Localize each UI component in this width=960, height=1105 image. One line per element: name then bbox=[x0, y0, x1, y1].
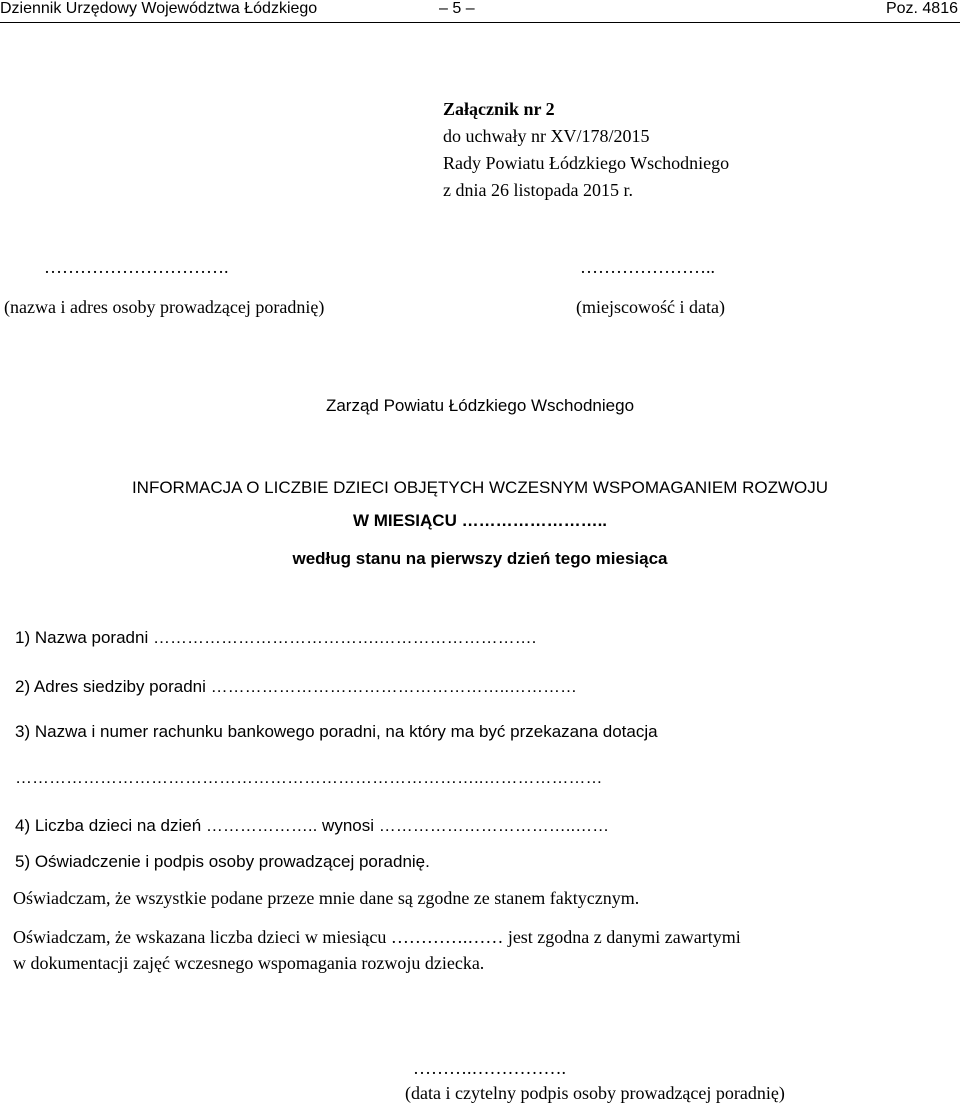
annex-council: Rady Powiatu Łódzkiego Wschodniego bbox=[443, 153, 730, 173]
state-as-of: według stanu na pierwszy dzień tego miesiąca bbox=[292, 549, 668, 568]
statement-children-count-line2: w dokumentacji zajęć wczesnego wspomagania rozwoju dziecka. bbox=[13, 953, 485, 973]
applicant-caption: (nazwa i adres osoby prowadzącej poradnię) bbox=[4, 297, 325, 317]
page-header bbox=[0, 0, 960, 23]
place-date-caption: (miejscowość i data) bbox=[576, 297, 725, 317]
position-number: Poz. 4816 bbox=[885, 0, 958, 17]
bank-account-dots: ………………………………………………………………………..………………… bbox=[15, 768, 603, 787]
annex-title: Załącznik nr 2 bbox=[443, 99, 555, 119]
annex-block bbox=[443, 96, 729, 204]
annex-date: z dnia 26 listopada 2015 r. bbox=[443, 180, 633, 200]
signature-dots: ……….……………. bbox=[413, 1058, 566, 1078]
statement-data-accuracy: Oświadczam, że wszystkie podane przeze mnie dane są zgodne ze stanem faktycznym. bbox=[13, 888, 640, 908]
item-declaration: 5) Oświadczenie i podpis osoby prowadzącej poradnię. bbox=[15, 852, 430, 871]
place-date-dots: ………………….. bbox=[580, 257, 715, 277]
item-clinic-address: 2) Adres siedziby poradni ……………………………………………..………… bbox=[15, 677, 578, 696]
page-number: – 5 – bbox=[439, 0, 475, 17]
annex-resolution: do uchwały nr XV/178/2015 bbox=[443, 126, 650, 146]
month-line: W MIESIĄCU …………………….. bbox=[352, 511, 608, 530]
item-bank-account: 3) Nazwa i numer rachunku bankowego poradni, na który ma być przekazana dotacja bbox=[15, 722, 658, 741]
item-children-count: 4) Liczba dzieci na dzień ……………….. wynosi ……………………………..…… bbox=[15, 816, 610, 835]
document-title: INFORMACJA O LICZBIE DZIECI OBJĘTYCH WCZESNYM WSPOMAGANIEM ROZWOJU bbox=[131, 478, 829, 497]
applicant-dots: …………………………. bbox=[44, 257, 229, 277]
signature-caption: (data i czytelny podpis osoby prowadzącej poradnię) bbox=[405, 1083, 785, 1103]
statement-children-count-line1: Oświadczam, że wskazana liczba dzieci w miesiącu ………….…… jest zgodna z danymi zawartymi bbox=[13, 927, 741, 947]
journal-name: Dziennik Urzędowy Województwa Łódzkiego bbox=[0, 0, 318, 17]
item-clinic-name: 1) Nazwa poradni ………………………………….………………………. bbox=[15, 628, 537, 647]
recipient: Zarząd Powiatu Łódzkiego Wschodniego bbox=[325, 396, 635, 415]
